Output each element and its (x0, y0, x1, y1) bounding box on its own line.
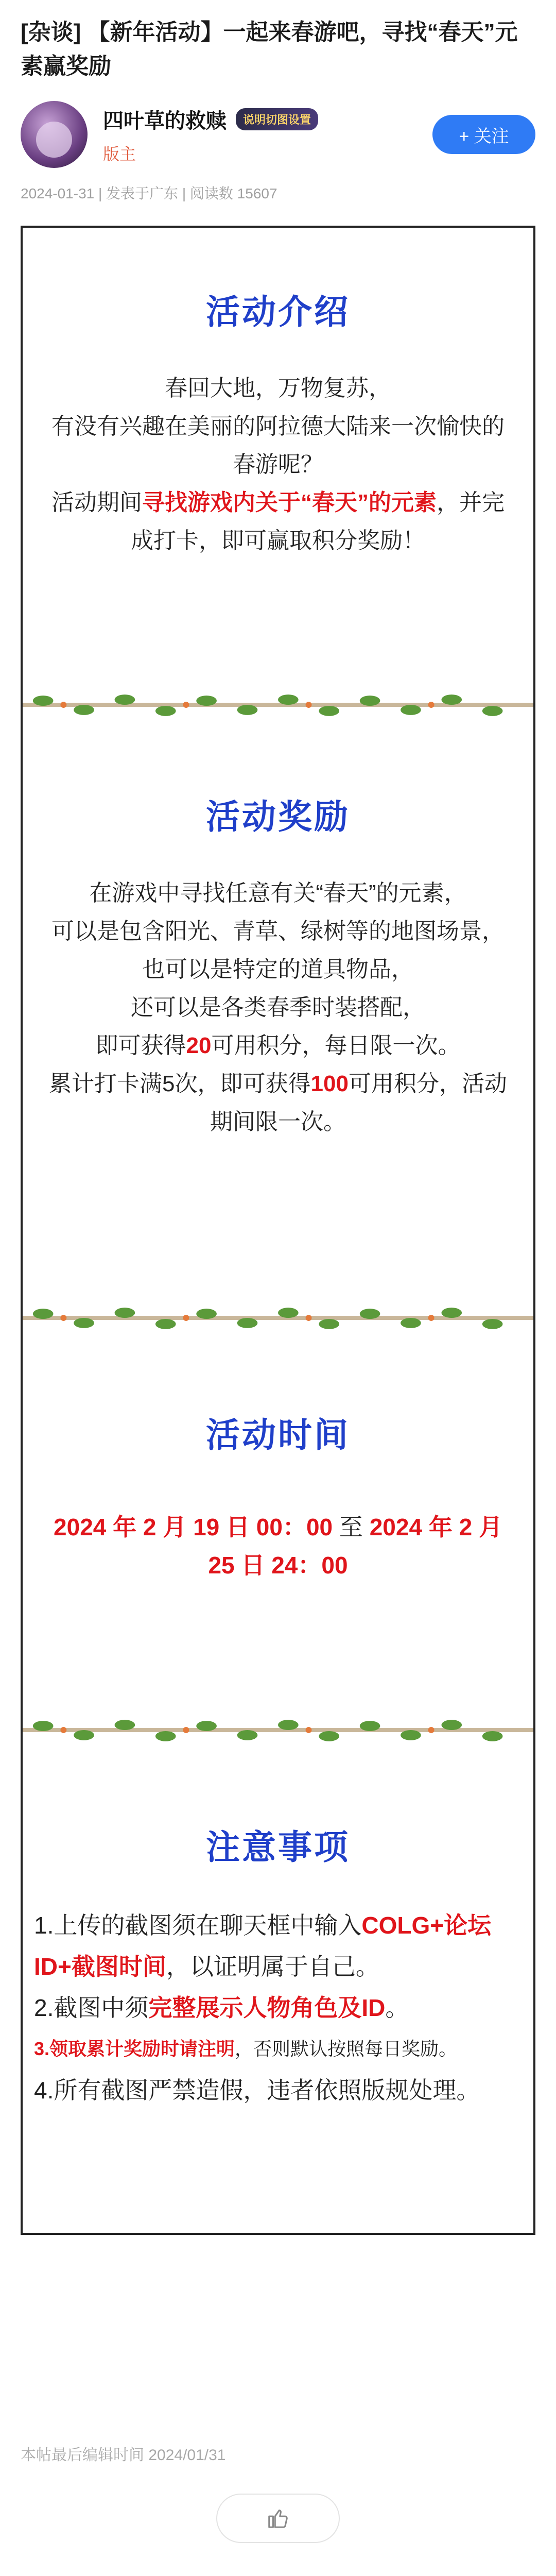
time-start: 2024 年 2 月 19 日 00：00 (54, 1514, 333, 1540)
intro-section (23, 284, 533, 560)
note-2-prefix: 2.截图中须 (34, 1994, 149, 2021)
author-name-line (103, 105, 432, 134)
vine-divider (23, 691, 533, 719)
intro-body (23, 369, 533, 560)
reward-line-5-prefix: 即可获得 (95, 1033, 186, 1058)
note-3-highlight: 3.领取累计奖励时请注明 (34, 2038, 235, 2059)
author-avatar[interactable] (21, 101, 88, 168)
vine-divider (23, 1717, 533, 1744)
notes-section (23, 1820, 533, 2111)
intro-highlight: 寻找游戏内关于“春天”的元素 (142, 490, 437, 515)
intro-line-3-prefix: 活动期间 (51, 490, 142, 515)
time-to: 至 (333, 1514, 370, 1540)
note-1 (34, 1905, 522, 1987)
intro-line-1: 春回大地，万物复苏， (165, 376, 391, 401)
notes-title: 注意事项 (206, 1828, 350, 1866)
note-2-suffix: 。 (385, 1994, 409, 2021)
author-info (103, 105, 432, 165)
reward-line-6-prefix: 累计打卡满5次，即可获得 (49, 1071, 311, 1096)
author-row (0, 83, 556, 171)
time-section (23, 1408, 533, 1584)
note-2 (34, 1987, 522, 2028)
note-1-suffix: ，以证明属于自己。 (166, 1953, 379, 1980)
edit-time: 本帖最后编辑时间 2024/01/31 (21, 2447, 226, 2464)
intro-line-3 (43, 484, 513, 560)
intro-line-3-suffix: ，并完成打卡，即可赢取积分奖励！ (131, 490, 505, 553)
thumbs-up-icon (266, 2506, 290, 2530)
reward-line-6 (43, 1065, 513, 1141)
reward-total-points: 100 (310, 1071, 349, 1096)
post-title: [杂谈] 【新年活动】一起来春游吧，寻找“春天”元素赢奖励 (21, 20, 518, 79)
reward-line-1: 在游戏中寻找任意有关“春天”的元素， (89, 880, 467, 906)
author-badge: 说明切图设置 (236, 108, 318, 130)
event-poster (21, 226, 535, 2235)
intro-line-2: 有没有兴趣在美丽的阿拉德大陆来一次愉快的春游呢？ (51, 414, 505, 477)
reward-line-6-suffix: 可用积分，活动期间限一次。 (210, 1071, 507, 1134)
reward-line-2: 可以是包含阳光、青草、绿树等的地图场景， (51, 919, 505, 944)
time-title: 活动时间 (206, 1416, 350, 1454)
reward-section (23, 789, 533, 1141)
note-2-highlight: 完整展示人物角色及ID (148, 1994, 386, 2021)
time-body (23, 1508, 533, 1584)
note-3-suffix: ，否则默认按照每日奖励。 (235, 2038, 458, 2059)
reward-line-5-suffix: 可用积分，每日限一次。 (211, 1033, 461, 1058)
post-meta: 2024-01-31 | 发表于广东 | 阅读数 15607 (21, 185, 277, 201)
note-4: 4.所有截图严禁造假，违者依照版规处理。 (34, 2077, 480, 2104)
notes-body (23, 1905, 533, 2111)
reward-line-5 (43, 1027, 513, 1065)
author-name[interactable]: 四叶草的救赎 (103, 109, 227, 132)
reward-daily-points: 20 (186, 1033, 212, 1058)
like-button[interactable] (216, 2494, 340, 2543)
time-end: 2024 年 2 月 25 日 24：00 (208, 1514, 502, 1579)
note-1-highlight: COLG+论坛ID+截图时间 (34, 1912, 492, 1980)
vine-divider (23, 1304, 533, 1332)
note-3 (34, 2028, 522, 2070)
reward-body (23, 874, 533, 1141)
reward-line-4: 还可以是各类春季时装搭配， (131, 995, 425, 1020)
note-1-prefix: 1.上传的截图须在聊天框中输入 (34, 1912, 362, 1939)
reward-title: 活动奖励 (206, 798, 350, 836)
author-role: 版主 (103, 144, 136, 163)
follow-button[interactable]: + 关注 (432, 115, 535, 154)
intro-title: 活动介绍 (206, 293, 350, 331)
reward-line-3: 也可以是特定的道具物品， (142, 957, 414, 982)
